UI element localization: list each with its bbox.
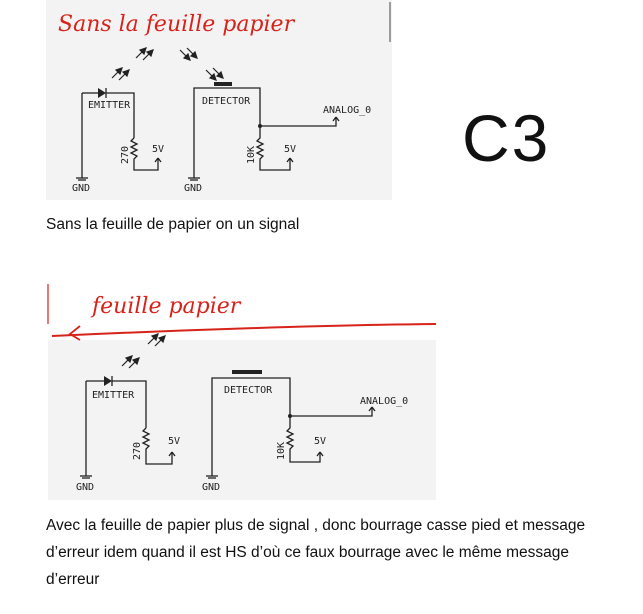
handwritten-title-2: feuille papier	[92, 294, 241, 319]
supply-label-1a: 5V	[152, 144, 165, 155]
gnd-label-2b: GND	[202, 482, 221, 493]
emitter-label-2: EMITTER	[92, 390, 135, 401]
detector-label-1: DETECTOR	[202, 96, 251, 107]
supply-label-1b: 5V	[284, 144, 297, 155]
emitter-label-1: EMITTER	[88, 100, 131, 111]
caption-1: Sans la feuille de papier on un signal	[46, 216, 300, 233]
handwritten-title-1: Sans la feuille papier	[58, 12, 295, 37]
side-label-c3: C3	[462, 101, 551, 175]
light-arrows-1	[112, 48, 223, 80]
resistor-label-10k-2: 10K	[276, 441, 287, 460]
analog-label-2: ANALOG_0	[360, 396, 409, 407]
detector-label-2: DETECTOR	[224, 385, 273, 396]
gnd-label-2a: GND	[76, 482, 95, 493]
resistor-label-270-2: 270	[132, 441, 143, 460]
gnd-label-1b: GND	[184, 183, 203, 194]
resistor-label-270-1: 270	[120, 145, 131, 164]
analog-label-1: ANALOG_0	[323, 105, 372, 116]
resistor-label-10k-1: 10K	[246, 145, 257, 164]
gnd-label-1a: GND	[72, 183, 91, 194]
caption-2: Avec la feuille de papier plus de signal , donc bourrage casse pied et message d’erreur idem quand il est HS d’où ce faux bourrage avec le même message d’erreur	[46, 517, 586, 588]
supply-label-2a: 5V	[168, 436, 181, 447]
supply-label-2b: 5V	[314, 436, 327, 447]
